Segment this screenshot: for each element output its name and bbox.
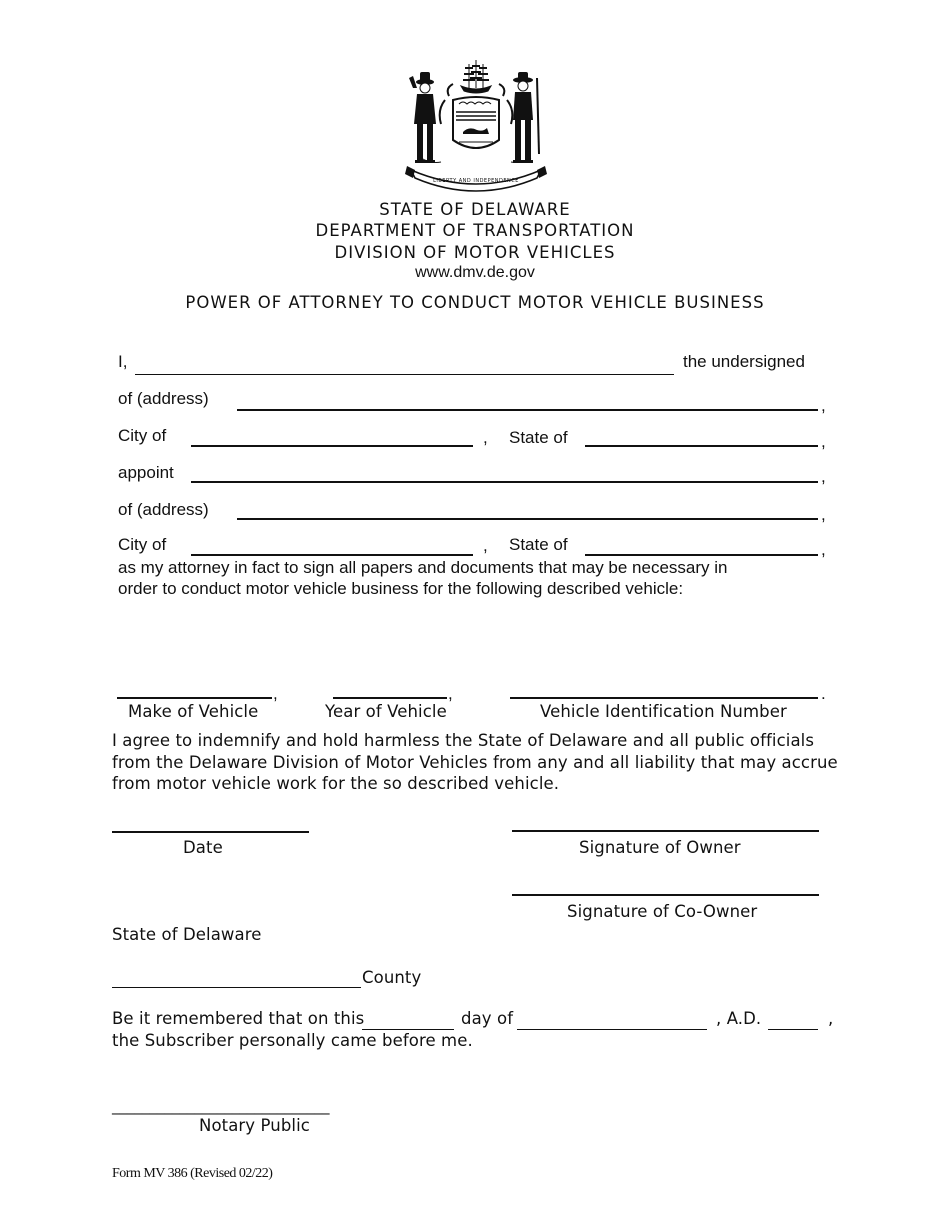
form-title: POWER OF ATTORNEY TO CONDUCT MOTOR VEHICLE BUSINESS <box>185 293 765 312</box>
comma: , <box>821 540 826 559</box>
state-of-delaware-label: State of Delaware <box>112 925 262 944</box>
coowner-signature-label: Signature of Co-Owner <box>567 902 758 921</box>
attorney-text-line-1: as my attorney in fact to sign all papers and documents that may be necessary in <box>118 558 728 577</box>
form-number: Form MV 386 (Revised 02/22) <box>112 1166 273 1181</box>
owner-city-field[interactable] <box>191 445 473 447</box>
indemnify-line-2: from the Delaware Division of Motor Vehicles from any and all liability that may accrue <box>112 753 838 772</box>
attorney-text-line-2: order to conduct motor vehicle business for the following described vehicle: <box>118 579 684 598</box>
vin-label: Vehicle Identification Number <box>540 702 787 721</box>
vin-field[interactable] <box>510 697 818 699</box>
state-label-1: State of <box>509 428 568 447</box>
remembered-prefix: Be it remembered that on this <box>112 1009 365 1028</box>
owner-signature-field[interactable] <box>512 830 819 832</box>
day-of-label: day of <box>461 1009 514 1028</box>
owner-name-field[interactable] <box>135 374 674 375</box>
header-department: DEPARTMENT OF TRANSPORTATION <box>315 221 635 240</box>
seal-graphic <box>403 58 549 194</box>
state-label-2: State of <box>509 535 568 554</box>
header-division: DIVISION OF MOTOR VEHICLES <box>334 243 616 262</box>
make-field[interactable] <box>117 697 272 699</box>
owner-address-field[interactable] <box>237 409 818 411</box>
comma: , <box>483 536 488 555</box>
coowner-signature-field[interactable] <box>512 894 819 896</box>
undersigned-label: the undersigned <box>683 352 805 371</box>
notary-signature-line[interactable]: _____________________________ <box>112 1097 330 1115</box>
owner-state-field[interactable] <box>585 445 818 447</box>
period: . <box>821 684 826 703</box>
indemnify-line-3: from motor vehicle work for the so described vehicle. <box>112 774 560 793</box>
attorney-city-field[interactable] <box>191 554 473 556</box>
delaware-state-seal <box>403 58 549 194</box>
date-label: Date <box>183 838 223 857</box>
subscriber-text: the Subscriber personally came before me. <box>112 1031 473 1050</box>
day-field[interactable] <box>362 1029 454 1030</box>
address-label-2: of (address) <box>118 500 209 519</box>
indemnify-line-1: I agree to indemnify and hold harmless the State of Delaware and all public officials <box>112 731 815 750</box>
year-label: Year of Vehicle <box>325 702 447 721</box>
comma: , <box>821 396 826 415</box>
attorney-name-field[interactable] <box>191 481 818 483</box>
header-state: STATE OF DELAWARE <box>379 200 571 219</box>
comma: , <box>273 684 278 703</box>
appoint-label: appoint <box>118 463 174 482</box>
comma: , <box>828 1009 834 1028</box>
comma: , <box>821 467 826 486</box>
comma: , <box>821 505 826 524</box>
owner-signature-label: Signature of Owner <box>579 838 741 857</box>
attorney-address-field[interactable] <box>237 518 818 520</box>
header-website[interactable]: www.dmv.de.gov <box>415 264 535 281</box>
make-label: Make of Vehicle <box>128 702 259 721</box>
attorney-state-field[interactable] <box>585 554 818 556</box>
city-label-2: City of <box>118 535 167 554</box>
i-label: I, <box>118 352 128 371</box>
comma: , <box>483 428 488 447</box>
year-ad-field[interactable] <box>768 1029 818 1030</box>
county-label: County <box>362 968 422 987</box>
comma: , <box>821 432 826 451</box>
ad-label: , A.D. <box>716 1009 762 1028</box>
comma: , <box>448 684 453 703</box>
city-label-1: City of <box>118 426 167 445</box>
month-field[interactable] <box>517 1029 707 1030</box>
seal-motto: LIBERTY AND INDEPENDENCE <box>433 178 519 184</box>
year-field[interactable] <box>333 697 447 699</box>
date-field[interactable] <box>112 831 309 833</box>
address-label-1: of (address) <box>118 389 209 408</box>
notary-public-label: Notary Public <box>199 1116 310 1135</box>
county-field[interactable] <box>112 987 361 988</box>
